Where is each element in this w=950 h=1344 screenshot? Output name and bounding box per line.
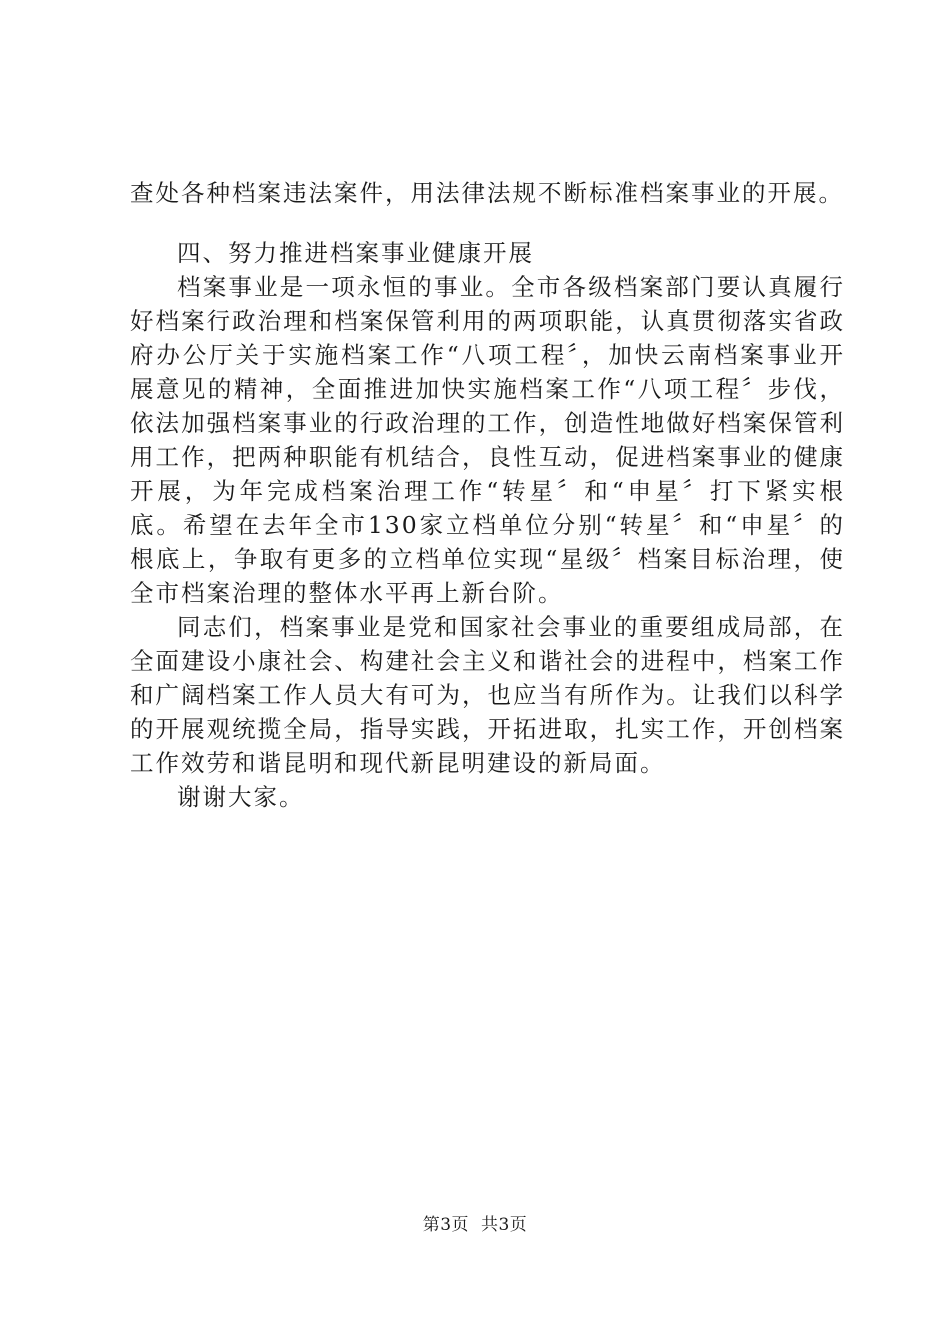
page-number-current: 第3页 [422, 1215, 470, 1235]
paragraph-archives-development: 档案事业是一项永恒的事业。全市各级档案部门要认真履行好档案行政治理和档案保管利用的两项职能，认真贯彻落实省政府办公厅关于实施档案工作“八项工程〞，加快云南档案事业开展意见的精神，全面推进加快实施档案工作“八项工程〞步伐，依法加强档案事业的行政治理的工作，创造性地做好档案保管利用工作，把两种职能有机结合，良性互动，促进档案事业的健康开展，为年完成档案治理工作“转星〞和“申星〞打下紧实根底。希望在去年全市130家立档单位分别“转星〞和“申星〞的根底上，争取有更多的立档单位实现“星级〞档案目标治理，使全市档案治理的整体水平再上新台阶。 [130, 273, 845, 607]
paragraph-closing-remarks: 同志们，档案事业是党和国家社会事业的重要组成局部，在全面建设小康社会、构建社会主义和谐社会的进程中，档案工作和广阔档案工作人员大有可为，也应当有所作为。让我们以科学的开展观统揽全局，指导实践，开拓进取，扎实工作，开创档案工作效劳和谐昆明和现代新昆明建设的新局面。 [130, 613, 845, 777]
document-body [130, 176, 845, 814]
paragraph-thanks: 谢谢大家。 [177, 783, 305, 811]
page-footer [0, 1214, 950, 1236]
section-heading: 四、努力推进档案事业健康开展 [177, 239, 534, 267]
page-number-total: 共3页 [480, 1215, 528, 1235]
paragraph-continuation: 查处各种档案违法案件，用法律法规不断标准档案事业的开展。 [130, 179, 844, 207]
